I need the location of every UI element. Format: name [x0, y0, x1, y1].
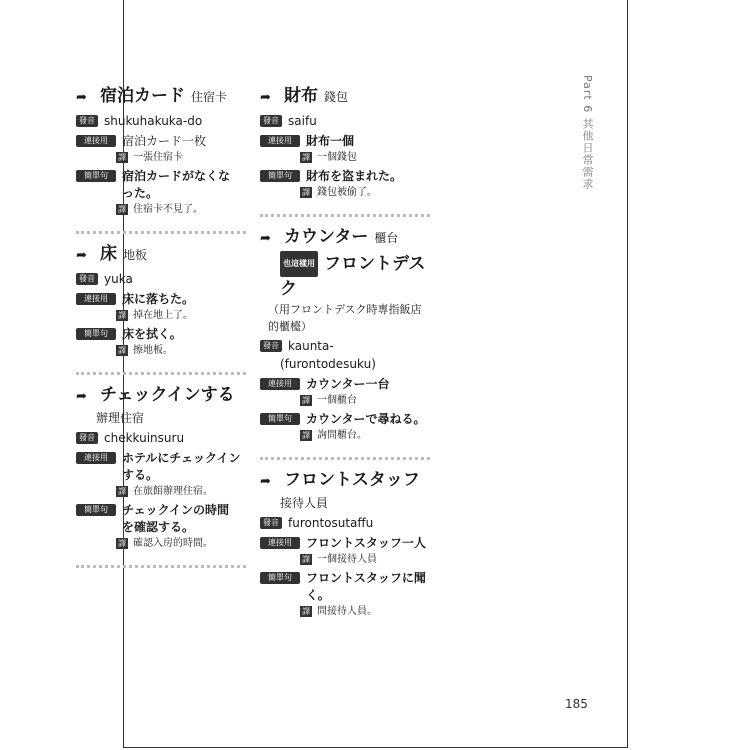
- pronunciation-tag: 發音: [260, 340, 282, 352]
- usage-translation: 掉在地上了。: [133, 310, 193, 321]
- usage-translation: 一張住宿卡: [133, 152, 183, 163]
- entry-meaning: 櫃台: [374, 231, 399, 245]
- usage-tag: 連接用: [76, 452, 116, 464]
- alt-word-line: [260, 251, 430, 301]
- usage-note: （用フロントデスク時專指飯店的櫃檯）: [268, 303, 422, 333]
- vocab-entry: [260, 225, 430, 443]
- usage-tag: 連接用: [260, 378, 300, 390]
- sentence-translation: 擦地板。: [133, 345, 173, 356]
- usage-tag: 連接用: [76, 135, 116, 147]
- dotted-divider: [76, 565, 246, 568]
- usage-example: ホテルにチェックインする。: [122, 451, 241, 482]
- dotted-divider: [260, 214, 430, 217]
- usage-translation: 在旅館辦理住宿。: [133, 486, 213, 497]
- romaji: furontosutaffu: [288, 516, 374, 530]
- arrow-icon: ➦: [260, 231, 271, 246]
- translation-tag: 譯: [302, 607, 310, 616]
- dotted-divider: [260, 457, 430, 460]
- sentence-example: チェックインの時間を確認する。: [122, 503, 230, 534]
- usage-example: 宿泊カード一枚: [122, 134, 207, 148]
- usage-example: 財布一個: [306, 134, 355, 148]
- pronunciation-tag: 發音: [260, 517, 282, 529]
- vocab-entry: [260, 84, 430, 200]
- vocab-entry: [76, 242, 241, 358]
- translation-tag: 譯: [302, 431, 310, 440]
- entry-word: カウンター: [284, 227, 369, 247]
- sentence-tag: 簡單句: [76, 170, 116, 182]
- sentence-translation: 住宿卡不見了。: [133, 204, 203, 215]
- usage-example: 床に落ちた。: [122, 292, 195, 306]
- entry-word: 財布: [284, 86, 318, 106]
- usage-translation: 一個錢包: [317, 152, 357, 163]
- arrow-icon: ➦: [260, 474, 271, 489]
- sentence-translation: 錢包被偷了。: [317, 187, 377, 198]
- entry-meaning: 辦理住宿: [96, 411, 145, 425]
- usage-tag: 連接用: [260, 135, 300, 147]
- usage-tag: 連接用: [260, 537, 300, 549]
- pronunciation-tag: 發音: [76, 115, 98, 127]
- romaji-alt: (furontodesuku): [280, 357, 376, 371]
- sentence-example: 床を拭く。: [122, 327, 182, 341]
- romaji: chekkuinsuru: [104, 431, 185, 445]
- dotted-divider: [76, 231, 246, 234]
- entry-meaning: 接待人員: [280, 496, 329, 510]
- romaji: kaunta-: [288, 339, 334, 353]
- entry-word: チェックインする: [100, 385, 235, 405]
- page-number: 185: [565, 697, 588, 711]
- translation-tag: 譯: [302, 188, 310, 197]
- usage-translation: 一個接待人員: [317, 554, 377, 565]
- chapter-sidebar-label: Part 6 其他日常需求: [581, 75, 594, 190]
- entry-word: 宿泊カード: [100, 86, 185, 106]
- sentence-tag: 簡單句: [260, 170, 300, 182]
- pronunciation-tag: 發音: [76, 273, 98, 285]
- sentence-translation: 確認入房的時間。: [133, 538, 213, 549]
- left-column: [76, 78, 241, 576]
- usage-tag: 連接用: [76, 293, 116, 305]
- usage-example: カウンター一台: [306, 377, 390, 391]
- arrow-icon: ➦: [76, 389, 87, 404]
- sentence-example: フロントスタッフに聞く。: [306, 571, 426, 602]
- romaji: saifu: [288, 114, 317, 128]
- sentence-tag: 簡單句: [260, 572, 300, 584]
- romaji: yuka: [104, 272, 133, 286]
- translation-tag: 譯: [302, 153, 310, 162]
- sentence-translation: 詢問櫃台。: [317, 430, 367, 441]
- arrow-icon: ➦: [76, 248, 87, 263]
- sentence-tag: 簡單句: [76, 328, 116, 340]
- usage-example: フロントスタッフ一人: [306, 536, 426, 550]
- entry-meaning: 錢包: [324, 90, 349, 104]
- entry-meaning: 住宿卡: [191, 90, 228, 104]
- translation-tag: 譯: [302, 555, 310, 564]
- sentence-example: カウンターで尋ねる。: [306, 412, 426, 426]
- arrow-icon: ➦: [260, 90, 271, 105]
- entry-meaning: 地板: [123, 248, 148, 262]
- pronunciation-tag: 發音: [260, 115, 282, 127]
- translation-tag: 譯: [118, 346, 126, 355]
- dotted-divider: [76, 372, 246, 375]
- arrow-icon: ➦: [76, 90, 87, 105]
- vocab-entry: [76, 84, 241, 217]
- sentence-example: 宿泊カードがなくなった。: [122, 169, 231, 200]
- translation-tag: 譯: [302, 396, 310, 405]
- translation-tag: 譯: [118, 153, 126, 162]
- romaji: shukuhakuka-do: [104, 114, 203, 128]
- entry-word: 床: [100, 244, 117, 264]
- translation-tag: 譯: [118, 205, 126, 214]
- translation-tag: 譯: [118, 539, 126, 548]
- sentence-tag: 簡單句: [260, 413, 300, 425]
- translation-tag: 譯: [118, 311, 126, 320]
- vocab-entry: [76, 383, 241, 551]
- alt-word: フロントデスク: [280, 254, 426, 299]
- sentence-example: 財布を盗まれた。: [306, 169, 403, 183]
- sentence-tag: 簡單句: [76, 504, 116, 516]
- vocab-entry: [260, 468, 430, 619]
- entry-word: フロントスタッフ: [284, 470, 420, 490]
- pronunciation-tag: 發音: [76, 432, 98, 444]
- right-column: [260, 78, 430, 619]
- sentence-translation: 問接待人員。: [317, 606, 377, 617]
- alt-usage-tag: 也這樣用: [280, 251, 318, 277]
- usage-translation: 一個櫃台: [317, 395, 357, 406]
- translation-tag: 譯: [118, 487, 126, 496]
